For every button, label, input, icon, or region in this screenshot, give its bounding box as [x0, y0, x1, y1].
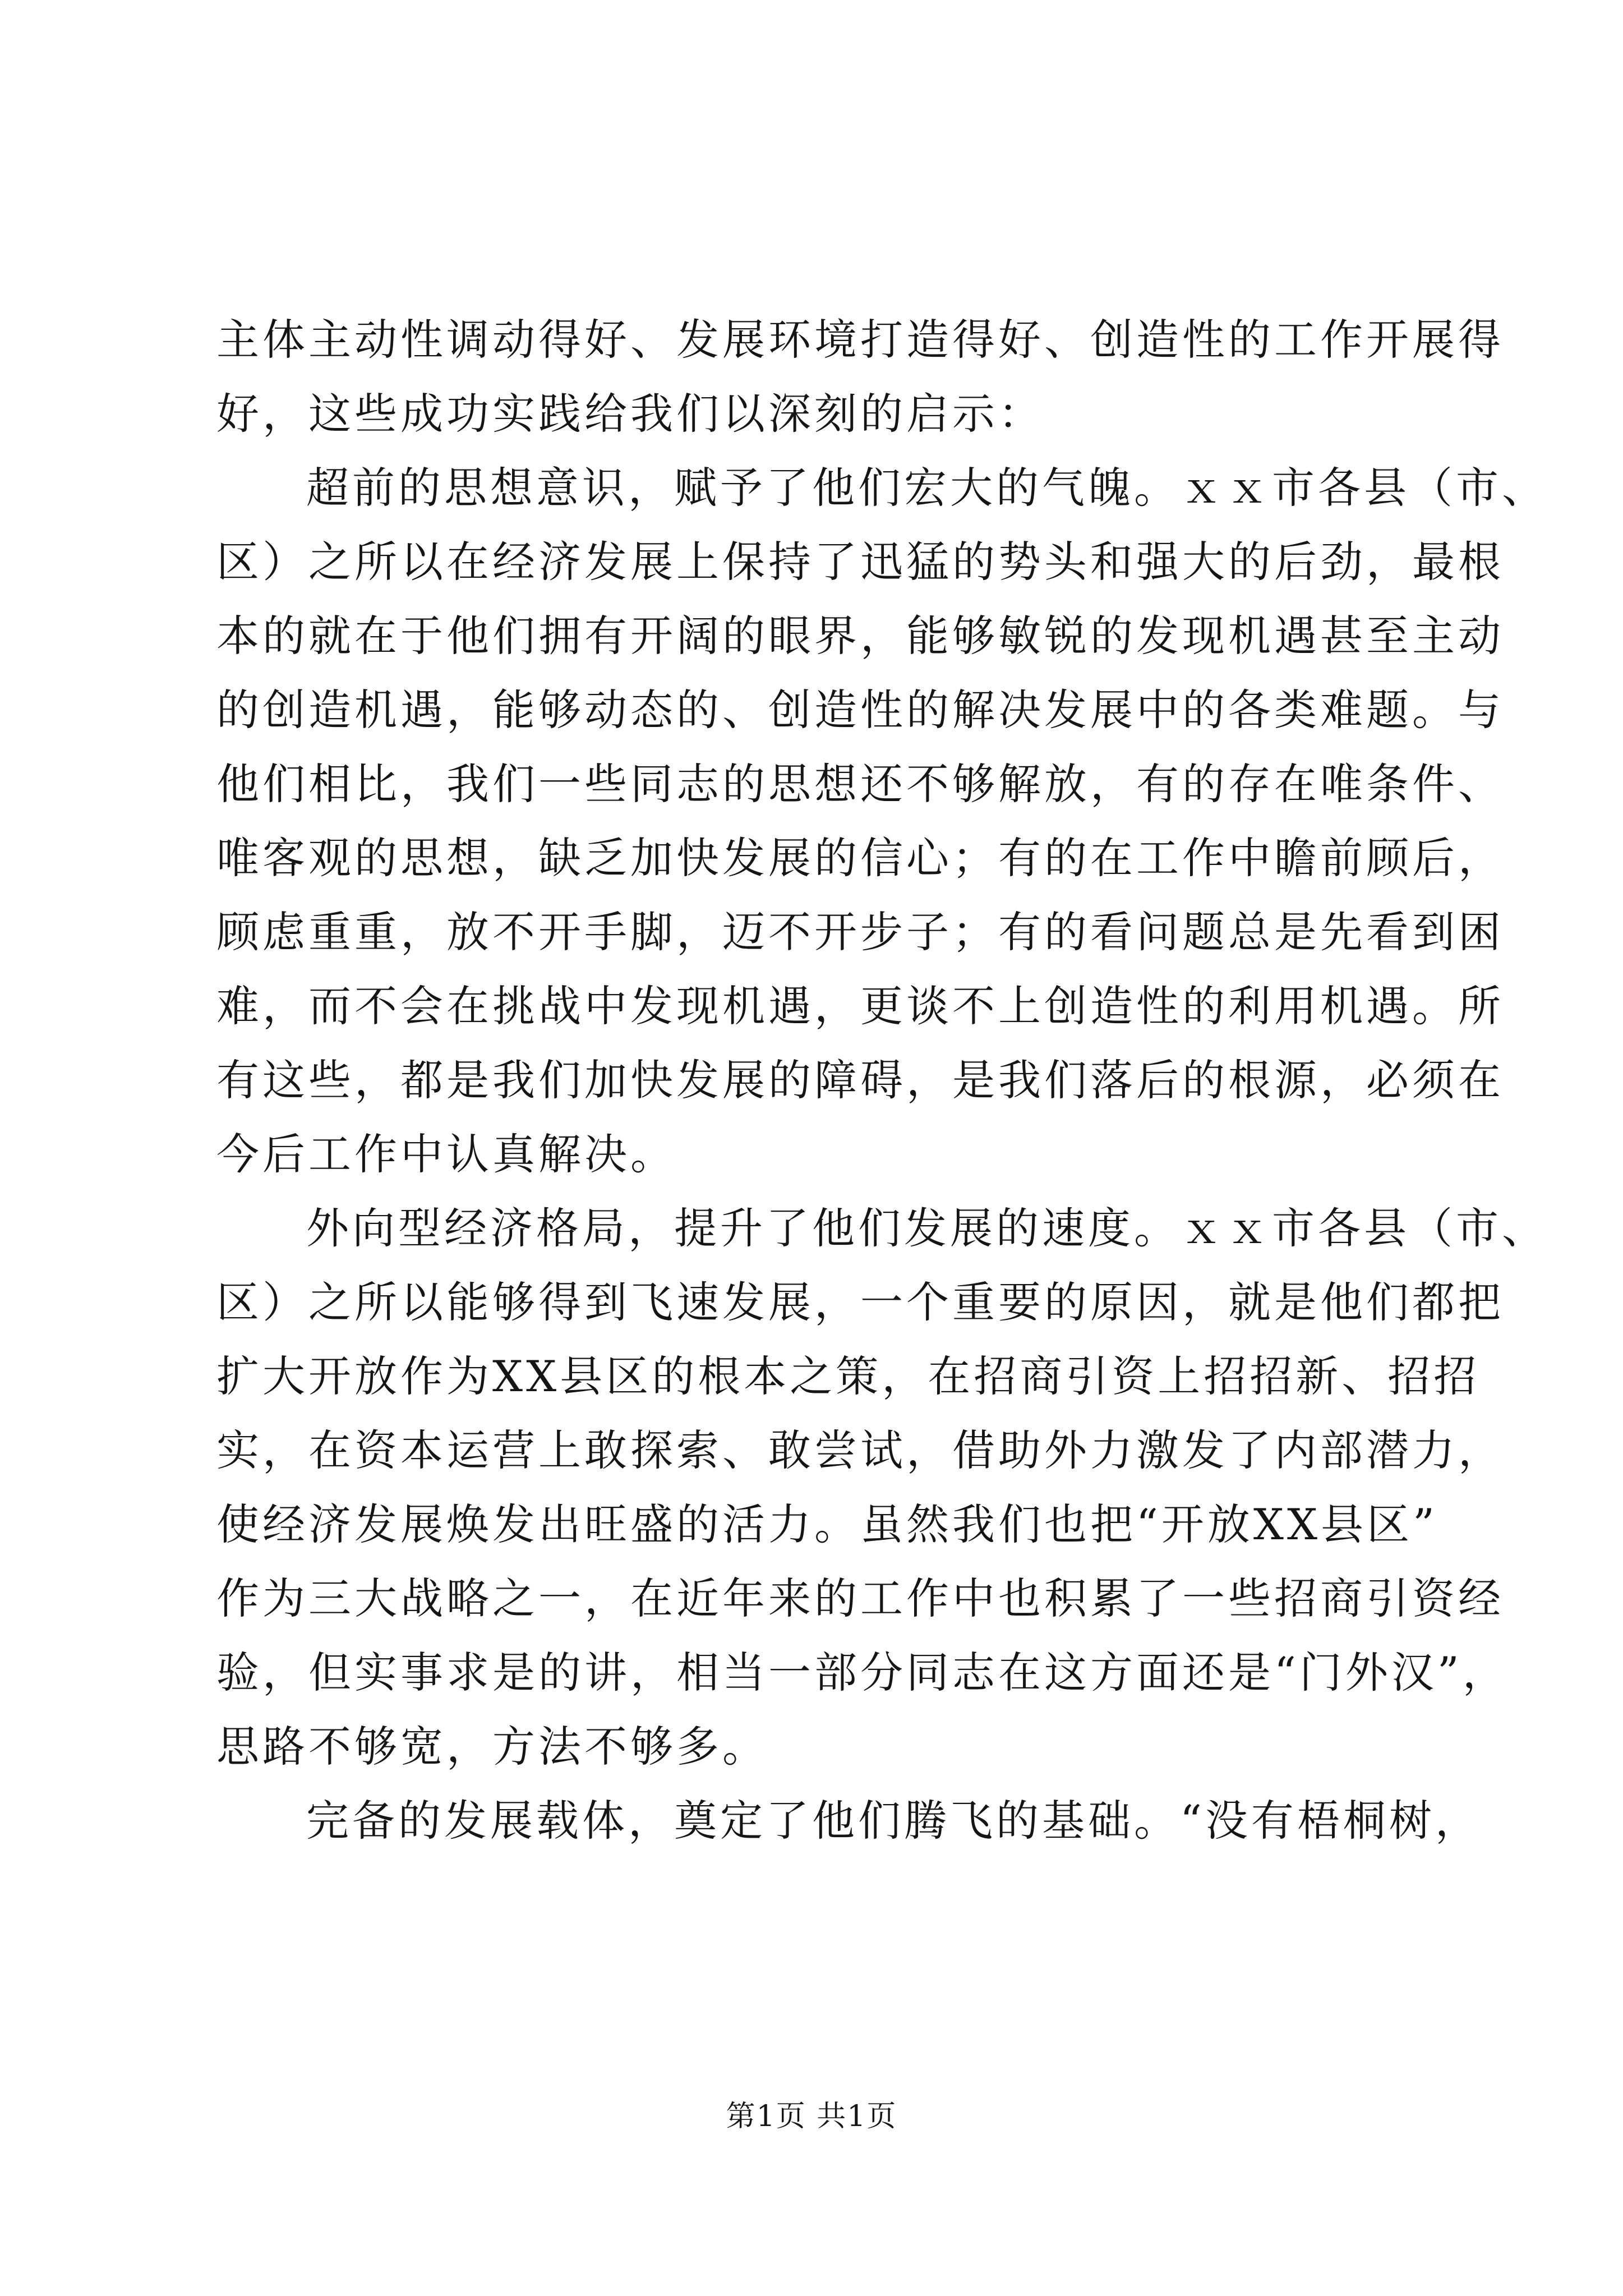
text-line: 好，这些成功实践给我们以深刻的启示：: [216, 389, 1044, 439]
page-number-footer: 第1页 共1页: [726, 2100, 897, 2133]
text-line: 思路不够宽，方法不够多。: [216, 1722, 768, 1772]
paragraph-start-line: 完备的发展载体，奠定了他们腾飞的基础。“没有梧桐树，: [306, 1796, 1481, 1846]
text-line: 区）之所以在经济发展上保持了迅猛的势头和强大的后劲，最根: [216, 537, 1504, 587]
paragraph-start-line: 超前的思想意识，赋予了他们宏大的气魄。ｘｘ市各县（市、: [306, 463, 1548, 513]
text-line: 区）之所以能够得到飞速发展，一个重要的原因，就是他们都把: [216, 1277, 1504, 1327]
text-line: 今后工作中认真解决。: [216, 1129, 676, 1179]
text-line: 实，在资本运营上敢探索、敢尝试，借助外力激发了内部潜力，: [216, 1425, 1504, 1475]
paragraph-start-line: 外向型经济格局，提升了他们发展的速度。ｘｘ市各县（市、: [306, 1203, 1548, 1253]
text-line: 的创造机遇，能够动态的、创造性的解决发展中的各类难题。与: [216, 685, 1504, 735]
text-line: 顾虑重重，放不开手脚，迈不开步子；有的看问题总是先看到困: [216, 907, 1504, 957]
body-text: [216, 303, 1548, 1858]
text-line: 难，而不会在挑战中发现机遇，更谈不上创造性的利用机遇。所: [216, 981, 1504, 1031]
text-line: 作为三大战略之一，在近年来的工作中也积累了一些招商引资经: [216, 1573, 1504, 1623]
text-line: 主体主动性调动得好、发展环境打造得好、创造性的工作开展得: [216, 315, 1504, 365]
text-line: 有这些，都是我们加快发展的障碍，是我们落后的根源，必须在: [216, 1055, 1504, 1105]
text-line: 扩大开放作为XX县区的根本之策，在招商引资上招招新、招招: [216, 1351, 1480, 1401]
text-line: 他们相比，我们一些同志的思想还不够解放，有的存在唯条件、: [216, 759, 1504, 809]
text-line: 本的就在于他们拥有开阔的眼界，能够敏锐的发现机遇甚至主动: [216, 611, 1504, 661]
text-line: 唯客观的思想，缺乏加快发展的信心；有的在工作中瞻前顾后，: [216, 833, 1504, 883]
text-line: 使经济发展焕发出旺盛的活力。虽然我们也把“开放XX县区”: [216, 1499, 1438, 1549]
text-line: 验，但实事求是的讲，相当一部分同志在这方面还是“门外汉”，: [216, 1648, 1509, 1697]
